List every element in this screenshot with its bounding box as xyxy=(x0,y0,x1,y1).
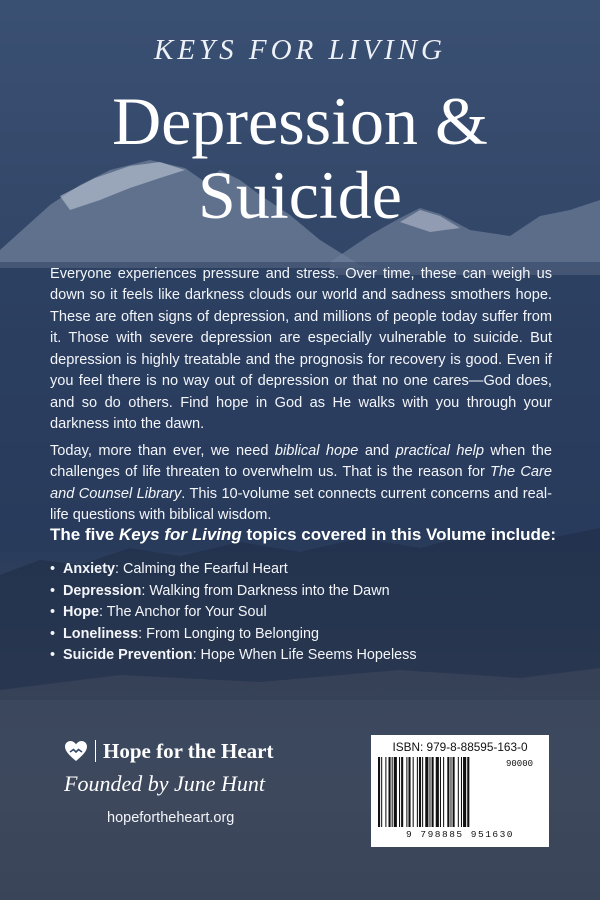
topic-description: : Walking from Darkness into the Dawn xyxy=(141,582,390,599)
ean-digits: 9 798885 951630 xyxy=(405,829,514,840)
barcode-bar xyxy=(440,757,441,827)
barcode-box xyxy=(371,735,549,847)
topic-item xyxy=(50,559,560,581)
barcode-bar xyxy=(436,757,439,827)
barcode-bar xyxy=(450,757,451,827)
topic-name: Anxiety xyxy=(63,561,115,577)
bullet-icon: • xyxy=(50,561,56,577)
topic-description: : Hope When Life Seems Hopeless xyxy=(192,647,417,663)
bullet-icon: • xyxy=(50,625,56,642)
founded-by: Founded by June Hunt xyxy=(64,771,265,796)
barcode-bar xyxy=(467,757,469,827)
topic-item xyxy=(50,645,560,667)
barcode-bar xyxy=(453,757,455,827)
barcode-bar xyxy=(429,757,430,827)
barcode-bar xyxy=(401,757,403,827)
barcode-bar xyxy=(392,757,393,827)
price-code: 90000 xyxy=(506,759,534,769)
topic-name: Loneliness xyxy=(63,625,139,642)
brand-divider xyxy=(95,740,96,762)
bullet-icon: • xyxy=(50,647,56,663)
topic-description: : From Longing to Belonging xyxy=(138,625,319,642)
barcode-bar xyxy=(381,757,382,827)
barcode-bar xyxy=(378,757,380,827)
publisher-brand xyxy=(64,738,273,764)
barcode-bar xyxy=(461,757,462,827)
barcode-bar xyxy=(399,757,400,827)
topic-item xyxy=(50,624,560,646)
barcode-bar xyxy=(413,757,414,827)
barcode-bar xyxy=(447,757,449,827)
topic-description: : Calming the Fearful Heart xyxy=(114,561,288,577)
book-title xyxy=(0,84,600,232)
topic-item xyxy=(50,602,560,624)
topics-heading: The five Keys for Living topics covered in this Volume include: xyxy=(50,525,557,544)
barcode-bar xyxy=(463,757,466,827)
publisher-name: Hope for the Heart xyxy=(103,738,274,763)
bullet-icon: • xyxy=(50,604,56,620)
barcode-bar xyxy=(432,757,434,827)
series-title: KEYS FOR LIVING xyxy=(154,34,446,66)
barcode-bar xyxy=(417,757,418,827)
barcode-bar xyxy=(422,757,423,827)
topic-description: : The Anchor for Your Soul xyxy=(98,604,267,620)
book-title-line-2: Suicide xyxy=(198,157,402,233)
topic-name: Suicide Prevention xyxy=(63,647,193,663)
barcode-bar xyxy=(443,757,444,827)
barcode-bar xyxy=(385,757,386,827)
barcode-bar xyxy=(458,757,459,827)
bullet-icon: • xyxy=(50,582,56,599)
topic-item xyxy=(50,581,560,603)
website-url: hopefortheheart.org xyxy=(107,810,235,826)
library-paragraph: Today, more than ever, we need biblical hope and practical help when the challenges of life threaten to overwhelm us. That is the reason for The Care and Counsel Library. This 10-volume set connects current concerns and real-life questions with biblical wisdom. xyxy=(50,442,552,524)
barcode xyxy=(378,757,502,829)
topic-name: Depression xyxy=(63,582,142,599)
isbn-text: ISBN: 979-8-88595-163-0 xyxy=(392,740,528,754)
barcode-bar xyxy=(425,757,428,827)
topics-list xyxy=(50,559,560,667)
heart-hands-icon xyxy=(64,740,88,762)
barcode-bar xyxy=(419,757,421,827)
barcode-bar xyxy=(408,757,410,827)
barcode-bar xyxy=(389,757,391,827)
description-paragraph: Everyone experiences pressure and stress. Over time, these can weigh us down so it feels like darkness clouds our world and sadness smothers hope. These are often signs of depression, and millions of people today suffer from it. Those with severe depression are especially vulnerable to suicide. But depression is highly treatable and the prognosis for recovery is good. Even if you feel there is no way out of depression or that no one cares—God does, and so do others. Find hope in God as He walks with you through your darkness into the dawn. xyxy=(50,265,552,433)
topic-name: Hope xyxy=(63,604,99,620)
barcode-bar xyxy=(406,757,407,827)
book-title-line-1: Depression & xyxy=(112,83,488,159)
barcode-bar xyxy=(394,757,397,827)
